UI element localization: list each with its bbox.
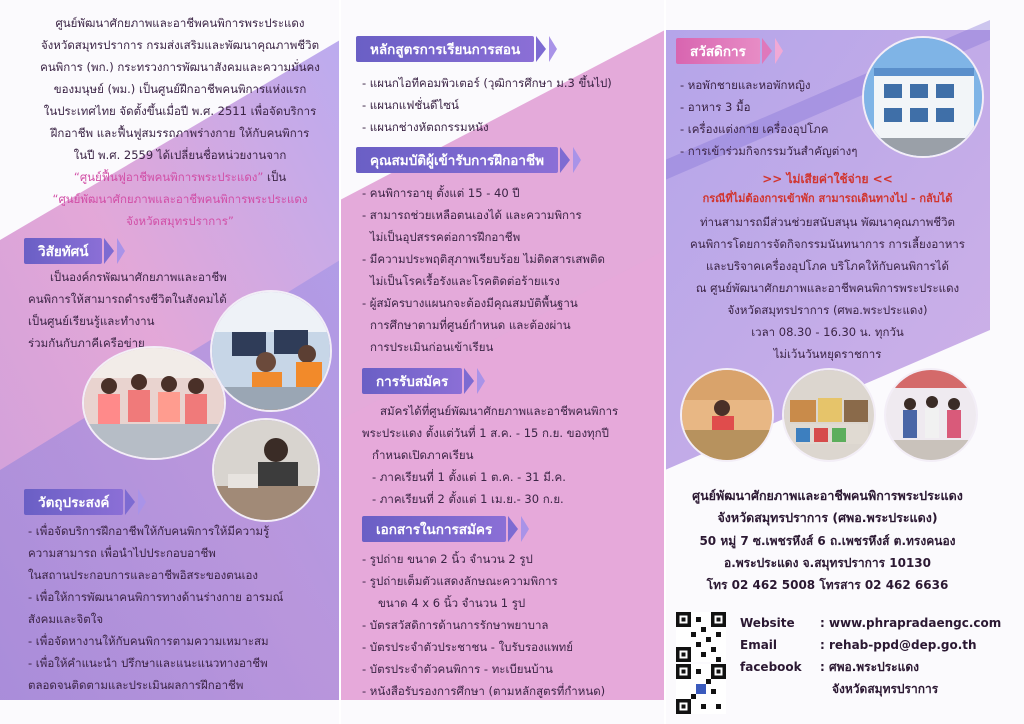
objective-header (24, 487, 146, 517)
facebook-link[interactable]: : ศพอ.พระประแดง (820, 660, 919, 674)
free-note: กรณีที่ไม่ต้องการเข้าพัก สามารถเดินทางไป - กลับได้ (702, 192, 953, 205)
new-name-line-1: “ศูนย์พัฒนาศักยภาพและอาชีพคนพิการพระประแดง (52, 192, 308, 206)
qualify-line-8: การประเมินก่อนเข้าเรียน (370, 340, 494, 354)
email-link[interactable]: : rehab-ppd@dep.go.th (820, 638, 977, 652)
email-label: Email (740, 638, 778, 652)
qr-code-website[interactable] (676, 612, 726, 662)
objective-line-1: - เพื่อจัดบริการฝึกอาชีพให้กับคนพิการให้มีความรู้ (28, 524, 270, 538)
photo-computer-class (210, 290, 332, 412)
photo-sewing-workshop (212, 418, 320, 522)
course-line-2: - แผนกแฟชั่นดีไซน์ (362, 98, 459, 112)
welfare-line-2: - อาหาร 3 มื้อ (680, 100, 751, 114)
free-of-charge: >> ไม่เสียค่าใช้จ่าย << (762, 172, 893, 186)
qualify-line-1: - คนพิการอายุ ตั้งแต่ 15 - 40 ปี (362, 186, 520, 200)
apply-line-1: สมัครได้ที่ศูนย์พัฒนาศักยภาพและอาชีพคนพิการ (380, 404, 619, 418)
support-line-4: ณ ศูนย์พัฒนาศักยภาพและอาชีพคนพิการพระประแดง (695, 281, 960, 295)
intro-line-7: ในปี พ.ศ. 2559 ได้เปลี่ยนชื่อหน่วยงานจาก (73, 148, 287, 162)
photo-ceremony (884, 368, 978, 462)
qualify-title: คุณสมบัติผู้เข้ารับการฝึกอาชีพ (356, 147, 558, 173)
docs-line-5: - บัตรประจำตัวประชาชน - ใบรับรองแพทย์ (362, 640, 573, 654)
docs-line-3: ขนาด 4 x 6 นิ้ว จำนวน 1 รูป (378, 596, 526, 610)
docs-line-7: - หนังสือรับรองการศึกษา (ตามหลักสูตรที่กำหนด) (362, 684, 606, 698)
docs-line-2: - รูปถ่ายเต็มตัวแสดงลักษณะความพิการ (362, 574, 558, 588)
support-line-7: ไม่เว้นวันหยุดราชการ (773, 347, 882, 361)
photo-donations (782, 368, 876, 462)
photo-activity-1 (680, 368, 774, 462)
intro-line-6: ฝึกอาชีพ และฟื้นฟูสมรรถภาพร่างกาย ให้กับคนพิการ (50, 126, 310, 140)
website-label: Website (740, 616, 795, 630)
welfare-line-4: - การเข้าร่วมกิจกรรมวันสำคัญต่างๆ (680, 144, 858, 158)
docs-line-6: - บัตรประจำตัวคนพิการ - ทะเบียนบ้าน (362, 662, 553, 676)
org-name-line-1: ศูนย์พัฒนาศักยภาพและอาชีพคนพิการพระประแดง (692, 488, 963, 503)
qualify-line-7: การศึกษาตามที่ศูนย์กำหนด และต้องผ่าน (370, 318, 571, 332)
welfare-header (676, 36, 783, 66)
rename-line (20, 170, 340, 185)
qualify-header (356, 145, 581, 175)
old-name: “ศูนย์ฟื้นฟูอาชีพคนพิการพระประแดง” (73, 170, 264, 184)
vision-line-3: เป็นศูนย์เรียนรู้และทำงาน (28, 314, 155, 328)
course-header (356, 34, 557, 64)
support-line-1: ท่านสามารถมีส่วนช่วยสนับสนุน พัฒนาคุณภาพชีวิต (699, 215, 956, 229)
course-line-3: - แผนกช่างหัตถกรรมหนัง (362, 120, 489, 134)
docs-line-4: - บัตรสวัสดิการด้านการรักษาพยาบาล (362, 618, 549, 632)
objective-title: วัตถุประสงค์ (24, 489, 123, 515)
intro-line-4: ของมนุษย์ (พม.) เป็นศูนย์ฝึกอาชีพคนพิการแห่งแรก (53, 82, 307, 96)
qualify-line-2: - สามารถช่วยเหลือตนเองได้ และความพิการ (362, 208, 582, 222)
new-name-line-2: จังหวัดสมุทรปราการ” (126, 214, 234, 228)
course-line-1: - แผนกไอทีคอมพิวเตอร์ (วุฒิการศึกษา ม.3 ขึ้นไป) (362, 76, 612, 90)
objective-line-7: - เพื่อให้คำแนะนำ ปรึกษาและแนะแนวทางอาชีพ (28, 656, 268, 670)
vision-line-4: ร่วมกันกับภาคีเครือข่าย (28, 336, 145, 350)
intro-line-3: คนพิการ (พก.) กระทรวงการพัฒนาสังคมและความมั่นคง (40, 60, 320, 74)
welfare-line-1: - หอพักชายและหอพักหญิง (680, 78, 811, 92)
vision-line-1: เป็นองค์กรพัฒนาศักยภาพและอาชีพ (50, 270, 227, 284)
course-title: หลักสูตรการเรียนการสอน (356, 36, 534, 62)
objective-line-4: - เพื่อให้การพัฒนาคนพิการทางด้านร่างกาย อารมณ์ (28, 590, 284, 604)
docs-header (362, 514, 529, 544)
welfare-line-3: - เครื่องแต่งกาย เครื่องอุปโภค (680, 122, 829, 136)
vision-header (24, 236, 125, 266)
photo-dormitory-building (862, 36, 984, 158)
apply-line-3: กำหนดเปิดภาคเรียน (372, 448, 474, 462)
apply-line-4: - ภาคเรียนที่ 1 ตั้งแต่ 1 ต.ค. - 31 มี.ค. (372, 470, 566, 484)
address-line-1: 50 หมู่ 7 ซ.เพชรหึงส์ 6 ถ.เพชรหึงส์ ต.ทรงคนอง (699, 534, 956, 548)
objective-line-2: ความสามารถ เพื่อนำไปประกอบอาชีพ (28, 546, 216, 560)
org-name-line-2: จังหวัดสมุทรปราการ (ศพอ.พระประแดง) (717, 510, 938, 525)
docs-line-1: - รูปถ่าย ขนาด 2 นิ้ว จำนวน 2 รูป (362, 552, 533, 566)
intro-line-1: ศูนย์พัฒนาศักยภาพและอาชีพคนพิการพระประแดง (55, 16, 305, 30)
objective-line-8: ตลอดจนติดตามและประเมินผลการฝึกอาชีพ (28, 678, 244, 692)
intro-line-5: ในประเทศไทย จัดตั้งขึ้นเมื่อปี พ.ศ. 2511 เพื่อจัดบริการ (43, 104, 317, 118)
address-line-2: อ.พระประแดง จ.สมุทรปราการ 10130 (724, 556, 931, 570)
qualify-line-4: - มีความประพฤติสุภาพเรียบร้อย ไม่ติดสารเสพติด (362, 252, 605, 266)
photo-group-staff (82, 346, 226, 460)
objective-line-6: - เพื่อจัดหางานให้กับคนพิการตามความเหมาะสม (28, 634, 269, 648)
qualify-line-6: - ผู้สมัครบางแผนกจะต้องมีคุณสมบัติพื้นฐาน (362, 296, 578, 310)
intro-line-2: จังหวัดสมุทรปราการ กรมส่งเสริมและพัฒนาคุณภาพชีวิต (40, 38, 320, 52)
qualify-line-3: ไม่เป็นอุปสรรคต่อการฝึกอาชีพ (370, 230, 521, 244)
support-line-2: คนพิการโดยการจัดกิจกรรมนันทนาการ การเลี้ยงอาหาร (690, 237, 965, 251)
support-line-3: และบริจาคเครื่องอุปโภค บริโภคให้กับคนพิการได้ (705, 259, 949, 273)
phone-line: โทร 02 462 5008 โทรสาร 02 462 6636 (706, 578, 949, 592)
facebook-label: facebook (740, 660, 802, 674)
qr-code-facebook[interactable] (676, 664, 726, 714)
apply-line-5: - ภาคเรียนที่ 2 ตั้งแต่ 1 เม.ย.- 30 ก.ย. (372, 492, 564, 506)
support-line-5: จังหวัดสมุทรปราการ (ศพอ.พระประแดง) (727, 303, 928, 317)
apply-line-2: พระประแดง ตั้งแต่วันที่ 1 ส.ค. - 15 ก.ย. ของทุกปี (362, 426, 609, 440)
welfare-title: สวัสดิการ (676, 38, 760, 64)
objective-line-3: ในสถานประกอบการและอาชีพอิสระของตนเอง (28, 568, 259, 582)
old-name-suffix: เป็น (263, 170, 287, 184)
docs-title: เอกสารในการสมัคร (362, 516, 506, 542)
support-line-6: เวลา 08.30 - 16.30 น. ทุกวัน (751, 325, 904, 339)
apply-header (362, 366, 485, 396)
facebook-link-line-2[interactable]: จังหวัดสมุทรปราการ (832, 682, 939, 696)
vision-line-2: คนพิการให้สามารถดำรงชีวิตในสังคมได้ (28, 292, 227, 306)
qualify-line-5: ไม่เป็นโรคเรื้อรังและโรคติดต่อร้ายแรง (370, 274, 560, 288)
apply-title: การรับสมัคร (362, 368, 462, 394)
vision-title: วิสัยทัศน์ (24, 238, 102, 264)
website-link[interactable]: : www.phrapradaengc.com (820, 616, 1002, 630)
objective-line-5: สังคมและจิตใจ (28, 612, 104, 626)
